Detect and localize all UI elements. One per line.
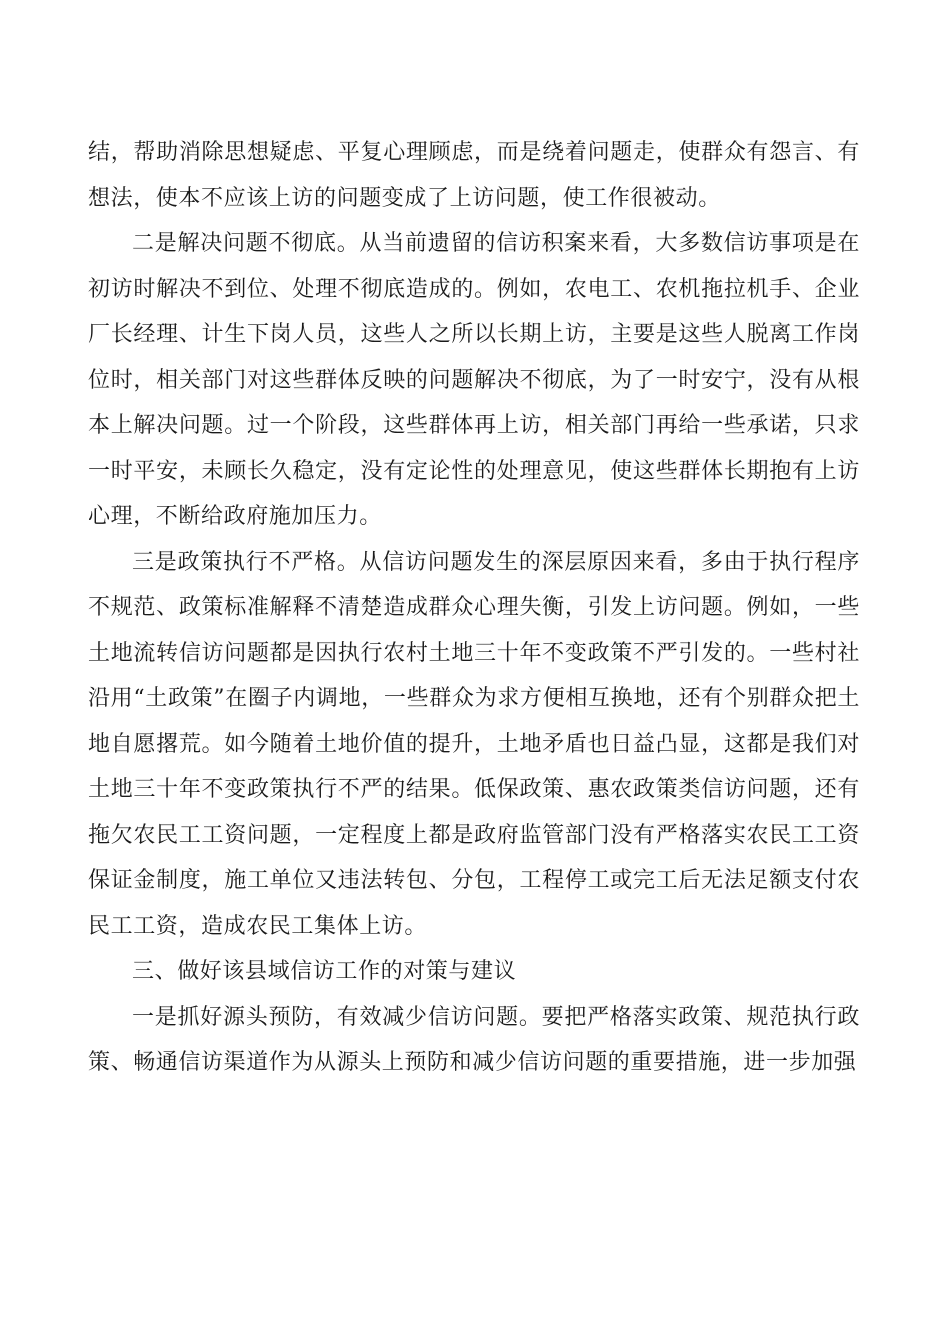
paragraph-source-prevention: 一是抓好源头预防，有效减少信访问题。要把严格落实政策、规范执行政策、畅通信访渠道作为从源头上预防和减少信访问题的重要措施，进一步加强 [88,1004,860,1075]
paragraph-incomplete-resolution: 二是解决问题不彻底。从当前遗留的信访积案来看，大多数信访事项是在初访时解决不到位、处理不彻底造成的。例如，农电工、农机拖拉机手、企业厂长经理、计生下岗人员，这些人之所以长期上访，主要是这些人脱离工作岗位时，相关部门对这些群体反映的问题解决不彻底，为了一时安宁，没有从根本上解决问题。过一个阶段，这些群体再上访，相关部门再给一些承诺，只求一时平安，未顾长久稳定，没有定论性的处理意见，使这些群体长期抱有上访心理，不断给政府施加压力。 [88,231,860,529]
paragraph-policy-enforcement: 三是政策执行不严格。从信访问题发生的深层原因来看，多由于执行程序不规范、政策标准解释不清楚造成群众心理失衡，引发上访问题。例如，一些土地流转信访问题都是因执行农村土地三十年不变政策不严引发的。一些村社沿用“土政策”在圈子内调地，一些群众为求方便相互换地，还有个别群众把土地自愿撂荒。如今随着土地价值的提升，土地矛盾也日益凸显，这都是我们对土地三十年不变政策执行不严的结果。低保政策、惠农政策类信访问题，还有拖欠农民工工资问题，一定程度上都是政府监管部门没有严格落实农民工工资保证金制度，施工单位又违法转包、分包，工程停工或完工后无法足额支付农民工工资，造成农民工集体上访。 [88,549,860,939]
section-heading-countermeasures: 三、做好该县域信访工作的对策与建议 [132,959,517,984]
paragraph-continuation: 结，帮助消除思想疑虑、平复心理顾虑，而是绕着问题走，使群众有怨言、有想法，使本不应该上访的问题变成了上访问题，使工作很被动。 [88,140,860,211]
document-body [88,130,860,1086]
